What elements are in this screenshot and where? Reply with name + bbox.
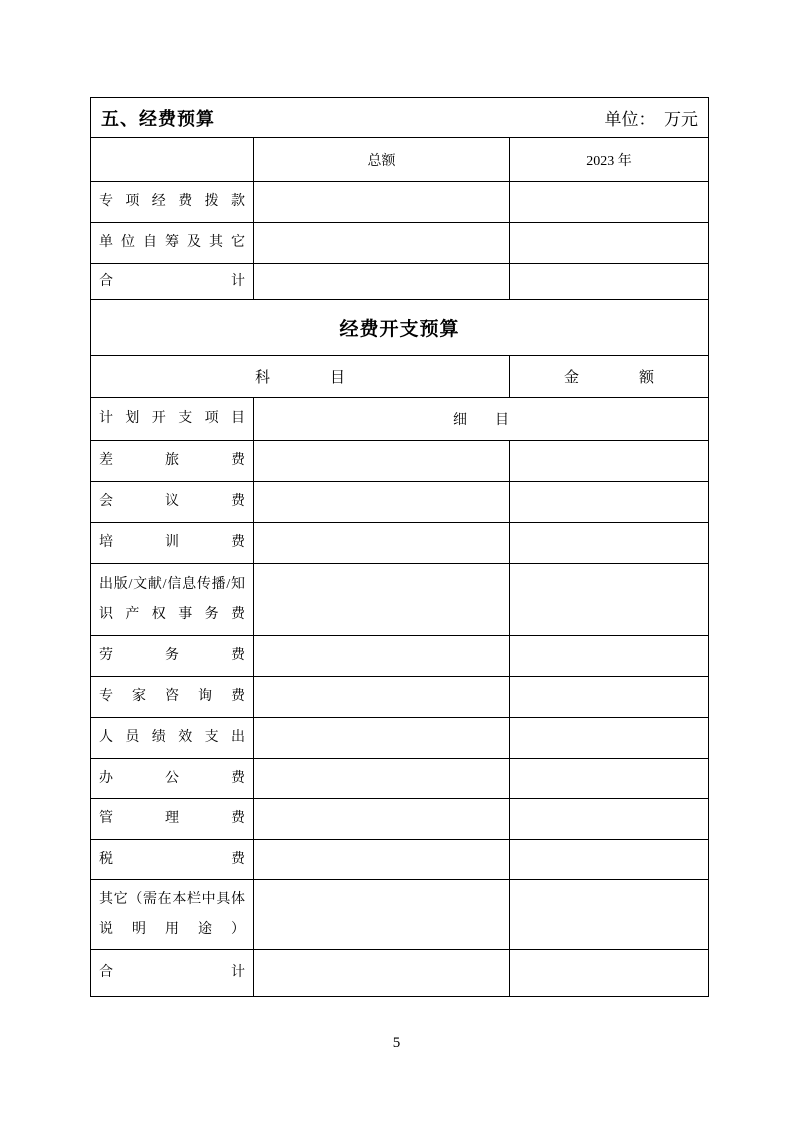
title-bar bbox=[91, 105, 708, 131]
table-row-expense-title bbox=[91, 300, 709, 356]
amount-cell[interactable] bbox=[510, 636, 709, 677]
value-cell[interactable] bbox=[510, 264, 709, 300]
amount-cell[interactable] bbox=[510, 950, 709, 997]
table-row bbox=[91, 564, 709, 636]
section-title: 五、经费预算 bbox=[101, 108, 215, 129]
detail-cell[interactable] bbox=[254, 759, 510, 799]
budget-table bbox=[90, 97, 709, 997]
table-row bbox=[91, 441, 709, 482]
row-label-training-expense: 培训费 bbox=[91, 523, 254, 564]
value-cell[interactable] bbox=[510, 182, 709, 223]
amount-cell[interactable] bbox=[510, 799, 709, 840]
amount-cell[interactable] bbox=[510, 482, 709, 523]
table-row bbox=[91, 182, 709, 223]
table-row bbox=[91, 799, 709, 840]
detail-cell[interactable] bbox=[254, 950, 510, 997]
detail-cell[interactable] bbox=[254, 840, 510, 880]
table-row bbox=[91, 677, 709, 718]
row-label-meeting-expense: 会议费 bbox=[91, 482, 254, 523]
row-label-personnel-performance: 人员绩效支出 bbox=[91, 718, 254, 759]
value-cell[interactable] bbox=[254, 182, 510, 223]
table-row bbox=[91, 482, 709, 523]
detail-header: 细 目 bbox=[254, 398, 709, 441]
table-row-expense-header bbox=[91, 356, 709, 398]
detail-cell[interactable] bbox=[254, 718, 510, 759]
row-label-labor-expense: 劳务费 bbox=[91, 636, 254, 677]
table-row-title bbox=[91, 98, 709, 138]
value-cell[interactable] bbox=[510, 223, 709, 264]
detail-cell[interactable] bbox=[254, 482, 510, 523]
table-row bbox=[91, 636, 709, 677]
summary-corner-cell bbox=[91, 138, 254, 182]
summary-total-header: 总额 bbox=[254, 138, 510, 182]
detail-cell[interactable] bbox=[254, 677, 510, 718]
table-row bbox=[91, 759, 709, 799]
detail-cell[interactable] bbox=[254, 523, 510, 564]
table-row bbox=[91, 840, 709, 880]
summary-year-header: 2023 年 bbox=[510, 138, 709, 182]
row-label-tax-expense: 税费 bbox=[91, 840, 254, 880]
row-label-other-expense: 其它（需在本栏中具体说明用途） bbox=[91, 880, 254, 950]
title-row-cell bbox=[91, 98, 709, 138]
detail-cell[interactable] bbox=[254, 636, 510, 677]
amount-cell[interactable] bbox=[510, 564, 709, 636]
amount-cell[interactable] bbox=[510, 441, 709, 482]
detail-cell[interactable] bbox=[254, 799, 510, 840]
amount-cell[interactable] bbox=[510, 523, 709, 564]
amount-cell[interactable] bbox=[510, 677, 709, 718]
detail-cell[interactable] bbox=[254, 880, 510, 950]
value-cell[interactable] bbox=[254, 264, 510, 300]
table-row-plan bbox=[91, 398, 709, 441]
expense-amount-header: 金 额 bbox=[510, 356, 709, 398]
row-label-expense-total: 合计 bbox=[91, 950, 254, 997]
detail-cell[interactable] bbox=[254, 564, 510, 636]
table-row bbox=[91, 718, 709, 759]
row-label-self-raised: 单位自筹及其它 bbox=[91, 223, 254, 264]
row-label-summary-total: 合计 bbox=[91, 264, 254, 300]
row-label-travel-expense: 差旅费 bbox=[91, 441, 254, 482]
table-row bbox=[91, 950, 709, 997]
amount-cell[interactable] bbox=[510, 718, 709, 759]
table-row bbox=[91, 223, 709, 264]
detail-cell[interactable] bbox=[254, 441, 510, 482]
expense-subject-header: 科 目 bbox=[91, 356, 510, 398]
row-label-management-expense: 管理费 bbox=[91, 799, 254, 840]
page-number: 5 bbox=[392, 1035, 401, 1051]
table-row bbox=[91, 880, 709, 950]
row-label-office-expense: 办公费 bbox=[91, 759, 254, 799]
table-row bbox=[91, 264, 709, 300]
row-label-special-allocation: 专项经费拨款 bbox=[91, 182, 254, 223]
expense-budget-title: 经费开支预算 bbox=[91, 300, 709, 356]
amount-cell[interactable] bbox=[510, 840, 709, 880]
unit-label: 单位： 万元 bbox=[604, 110, 699, 129]
value-cell[interactable] bbox=[254, 223, 510, 264]
amount-cell[interactable] bbox=[510, 880, 709, 950]
amount-cell[interactable] bbox=[510, 759, 709, 799]
row-label-publication-ip-expense: 出版/文献/信息传播/知识产权事务费 bbox=[91, 564, 254, 636]
table-row bbox=[91, 523, 709, 564]
row-label-expert-consultation-expense: 专家咨询费 bbox=[91, 677, 254, 718]
table-row-summary-header bbox=[91, 138, 709, 182]
row-label-planned-items: 计划开支项目 bbox=[91, 398, 254, 441]
